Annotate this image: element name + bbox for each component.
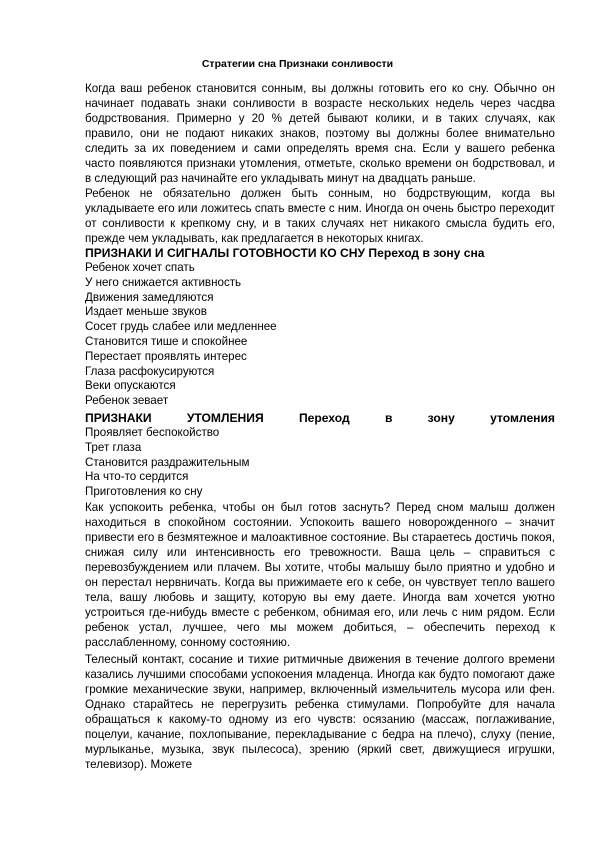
page-title: Стратегии сна Признаки сонливости — [201, 58, 394, 70]
list-item: Приготовления ко сну — [85, 485, 203, 499]
paragraph-intro: Когда ваш ребенок становится сонным, вы должны готовить его ко сну. Обычно он начинает подавать знаки сонливости в возрасте нескольких недель через часдва бодрствования. Примерно у 20 % детей бывают колики, и в таких случаях, как правило, они не подают никаких знаков, поэтому вы должны более внимательно следить за их поведением и сами определять время сна. Если у вашего ребенка часто появляются признаки утомления, отметьте, сколько времени он бодрствовал, и в следующий раз начинайте его укладывать минут на двадцать раньше. — [85, 82, 555, 185]
section-heading-fatigue-signs — [85, 411, 555, 426]
list-item: У него снижается активность — [85, 275, 242, 289]
heading-word: Переход — [298, 410, 350, 425]
list-item: Глаза расфокусируются — [85, 364, 215, 378]
heading-word: ПРИЗНАКИ — [85, 410, 152, 425]
list-item: Проявляет беспокойство — [85, 425, 220, 439]
list-item: Издает меньше звуков — [85, 305, 207, 319]
paragraph-calming: Как успокоить ребенка, чтобы он был готов заснуть? Перед сном малыш должен находиться в спокойном состоянии. Успокоить вашего новорожденного – значит привести его в безмятежное и малоактивное состояние. Вы стараетесь достичь покоя, снижая силу или интенсивность его тревожности. Ваша цель – справиться с перевозбуждением или плачем. Вы хотите, чтобы малышу было приятно и удобно и он перестал нервничать. Когда вы прижимаете его к себе, он чувствует тепло вашего тела, вашу любовь и защиту, которую вы ему даете. Иногда вам хочется уютно устроиться где-нибудь вместе с ребенком, обнимая его, или лечь с ним рядом. Если ребенок устал, лучшее, чего мы можем добиться, – обеспечить переход к расслабленному, сонному состоянию. — [85, 500, 555, 649]
paragraph-methods: Телесный контакт, сосание и тихие ритмичные движения в течение долгого времени казались лучшими способами успокоения младенца. Иногда как будто помогают даже громкие механические звуки, например, включенный измельчитель мусора или фен. Однако старайтесь не перегрузить ребенка стимулами. Попробуйте для начала обращаться к какому-то одному из его чувств: осязанию (массаж, поглаживание, поцелуи, качание, похлопывание, перекладывание с бедра на плечо), слуху (пение, мурлыканье, музыка, звук пылесоса), зрению (яркий свет, движущиеся игрушки, телевизор). Можете — [85, 652, 555, 771]
list-item: Становится тише и спокойнее — [85, 334, 248, 348]
fatigue-signs-list — [85, 426, 555, 500]
heading-word: в — [384, 410, 393, 425]
list-item: Трет глаза — [85, 440, 142, 454]
list-item: Движения замедляются — [85, 290, 214, 304]
list-item: Сосет грудь слабее или медленнее — [85, 320, 277, 334]
heading-word: зону — [427, 410, 455, 425]
list-item: Ребенок зевает — [85, 394, 169, 408]
heading-word: УТОМЛЕНИЯ — [186, 410, 264, 425]
paragraph-awake: Ребенок не обязательно должен быть сонным, но бодрствующим, когда вы укладываете его или ложитесь спать вместе с ним. Иногда он очень быстро переходит от сонливости к крепкому сну, и в таких случаях нет никакого смысла будить его, прежде чем укладывать, как предлагается в некоторых книгах. — [85, 187, 555, 245]
list-item: Веки опускаются — [85, 379, 176, 393]
list-item: На что-то сердится — [85, 470, 189, 484]
heading-word: утомления — [490, 410, 555, 425]
document-body — [85, 81, 555, 772]
section-heading-sleep-signs: ПРИЗНАКИ И СИГНАЛЫ ГОТОВНОСТИ КО СНУ Переход в зону сна — [85, 246, 485, 260]
list-item: Ребенок хочет спать — [85, 261, 195, 274]
list-item: Перестает проявлять интерес — [85, 349, 247, 363]
list-item: Становится раздражительным — [85, 455, 250, 469]
sleep-signs-list — [85, 261, 555, 409]
